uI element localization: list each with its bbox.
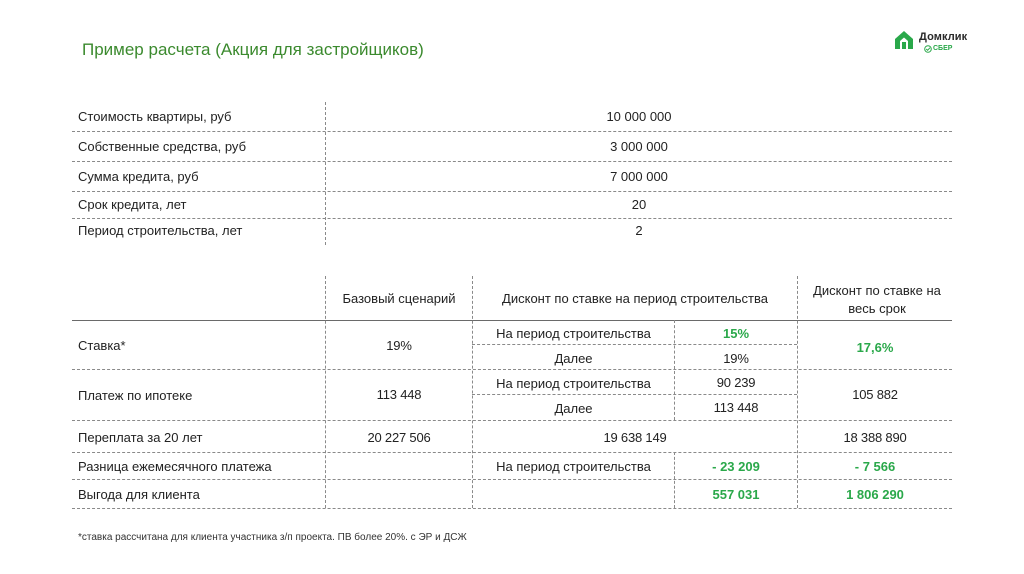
param-label: Собственные средства, руб bbox=[78, 139, 247, 154]
page-title: Пример расчета (Акция для застройщиков) bbox=[82, 40, 424, 59]
house-logo-icon bbox=[893, 29, 915, 51]
row-label-diff: Разница ежемесячного платежа bbox=[78, 459, 272, 474]
diff-sub-label: На период строительства bbox=[496, 459, 651, 474]
payment-sub2-value: 113 448 bbox=[713, 400, 759, 415]
logo-sub: СБЕР bbox=[933, 45, 953, 52]
diff-full: - 7 566 bbox=[854, 459, 896, 474]
params-row bbox=[72, 132, 952, 162]
rate-base: 19% bbox=[386, 338, 412, 353]
table-line bbox=[72, 420, 952, 421]
table-line bbox=[72, 508, 952, 509]
params-row bbox=[72, 219, 952, 245]
param-value: 10 000 000 bbox=[606, 109, 672, 124]
param-label: Период строительства, лет bbox=[78, 223, 243, 238]
params-row bbox=[72, 162, 952, 192]
header-discount-period: Дисконт по ставке на период строительства bbox=[502, 291, 768, 306]
params-table bbox=[72, 102, 952, 245]
row-label-overpay: Переплата за 20 лет bbox=[78, 430, 203, 445]
param-value: 2 bbox=[635, 223, 643, 238]
param-label: Срок кредита, лет bbox=[78, 197, 187, 212]
table-line bbox=[472, 394, 797, 395]
payment-sub2-label: Далее bbox=[554, 401, 593, 416]
benefit-full: 1 806 290 bbox=[846, 487, 904, 502]
header-base: Базовый сценарий bbox=[342, 291, 456, 306]
param-label: Стоимость квартиры, руб bbox=[78, 109, 232, 124]
diff-period: - 23 209 bbox=[712, 459, 760, 474]
rate-sub2-label: Далее bbox=[554, 351, 593, 366]
param-label: Сумма кредита, руб bbox=[78, 169, 199, 184]
params-row bbox=[72, 102, 952, 132]
benefit-period: 557 031 bbox=[712, 487, 760, 502]
payment-base: 113 448 bbox=[376, 387, 422, 402]
table-line bbox=[72, 452, 952, 453]
rate-full: 17,6% bbox=[856, 340, 894, 355]
payment-full: 105 882 bbox=[852, 387, 898, 402]
param-value: 7 000 000 bbox=[610, 169, 668, 184]
rate-sub2-value: 19% bbox=[723, 351, 749, 366]
row-label-benefit: Выгода для клиента bbox=[78, 487, 200, 502]
table-line bbox=[472, 344, 797, 345]
overpay-period: 19 638 149 bbox=[603, 430, 667, 445]
row-label-payment: Платеж по ипотеке bbox=[78, 388, 193, 403]
domclick-logo bbox=[893, 26, 983, 60]
overpay-full: 18 388 890 bbox=[843, 430, 907, 445]
param-value: 20 bbox=[631, 197, 647, 212]
table-line bbox=[72, 320, 952, 321]
logo-brand: Домклик bbox=[919, 31, 968, 43]
header-discount-full: Дисконт по ставке на весь срок bbox=[813, 283, 941, 316]
table-line bbox=[72, 479, 952, 480]
payment-sub1-value: 90 239 bbox=[716, 375, 756, 390]
row-label-rate: Ставка* bbox=[78, 338, 126, 353]
params-row bbox=[72, 192, 952, 219]
sber-check-icon bbox=[924, 45, 932, 53]
footnote: *ставка рассчитана для клиента участника з/п проекта. ПВ более 20%. с ЭР и ДСЖ bbox=[78, 532, 467, 543]
overpay-base: 20 227 506 bbox=[367, 430, 431, 445]
rate-sub1-value: 15% bbox=[722, 326, 750, 341]
comparison-table bbox=[72, 276, 952, 508]
param-value: 3 000 000 bbox=[610, 139, 668, 154]
table-line bbox=[72, 369, 952, 370]
rate-sub1-label: На период строительства bbox=[496, 326, 651, 341]
payment-sub1-label: На период строительства bbox=[496, 376, 651, 391]
